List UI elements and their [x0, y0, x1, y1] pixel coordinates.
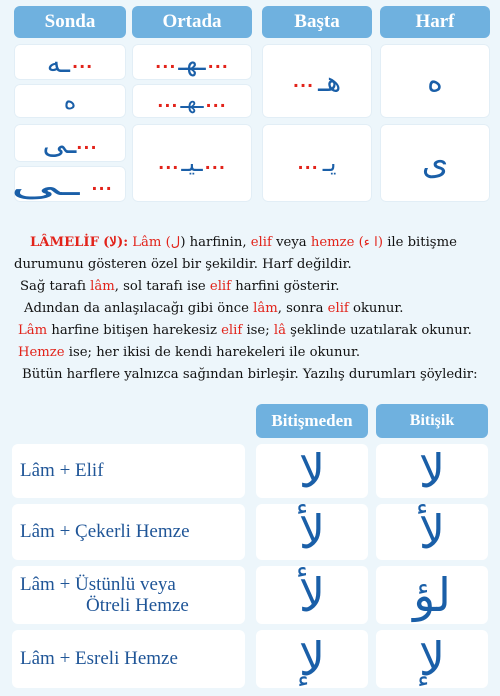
lamelif-joined: لإ — [376, 630, 488, 688]
cell-he-sonda-1 — [14, 44, 126, 80]
dots: ... — [76, 133, 98, 153]
arabic-letter: ه — [63, 87, 77, 115]
arabic-letter: ـه — [46, 45, 70, 79]
text-elif: elif — [250, 235, 272, 250]
lamelif-title-glyph: (لا): — [103, 235, 129, 250]
dots: ... — [204, 153, 226, 173]
text-hemze: hemze — [310, 235, 355, 250]
cell-ye-basta — [262, 124, 372, 202]
header-harf: Harf — [380, 6, 490, 38]
para-line-1 — [14, 232, 490, 254]
lamelif-separate: لإ — [256, 630, 368, 688]
header-bitisik: Bitişik — [376, 404, 488, 438]
text: Lâm (ل) harfinin, — [132, 235, 247, 250]
dots: ... — [207, 52, 229, 72]
lamelif-separate: لأ — [256, 566, 368, 624]
dots: ... — [155, 52, 177, 72]
lamelif-joined: لا — [376, 444, 488, 498]
cell-he-ortada-2 — [132, 84, 252, 118]
cell-he-basta — [262, 44, 372, 118]
cell-he-harf — [380, 44, 490, 118]
row-label-cekerli-hemze: Lâm + Çekerli Hemze — [12, 504, 245, 560]
dots: ... — [91, 174, 113, 194]
dots: ... — [205, 91, 227, 111]
para-line-2: durumunu gösteren özel bir şekildir. Harf değildir. — [14, 257, 352, 272]
row-label-line-2: Ötreli Hemze — [86, 595, 189, 616]
row-label-lam-elif: Lâm + Elif — [12, 444, 245, 498]
dots: ... — [157, 91, 179, 111]
lamelif-title: LÂMELİF — [30, 235, 99, 250]
arabic-letter: ـيـ — [181, 149, 203, 177]
para-line-4: Adından da anlaşılacağı gibi önce lâm, sonra elif okunur. — [24, 301, 404, 316]
dots: ... — [292, 71, 315, 91]
dots: ... — [158, 153, 180, 173]
arabic-letter: ـى — [11, 165, 80, 203]
arabic-letter: يـ — [322, 149, 337, 177]
dots: ... — [71, 52, 94, 72]
cell-ye-ortada — [132, 124, 252, 202]
header-basta: Başta — [262, 6, 372, 38]
text: veya — [276, 235, 307, 250]
header-sonda: Sonda — [14, 6, 126, 38]
lamelif-joined: لؤ — [376, 566, 488, 624]
row-label-esreli-hemze: Lâm + Esreli Hemze — [12, 630, 245, 688]
arabic-letter: ى — [421, 143, 449, 183]
lamelif-separate: لأ — [256, 504, 368, 560]
para-line-7: Bütün harflere yalnızca sağından birleşir. Yazılış durumları şöyledir: — [22, 367, 478, 382]
cell-ye-sonda-1 — [14, 124, 126, 162]
text: ile bitişme — [387, 235, 457, 250]
header-bitismeden: Bitişmeden — [256, 404, 368, 438]
para-line-3: Sağ tarafı lâm, sol tarafı ise elif harfini gösterir. — [20, 279, 340, 294]
header-ortada: Ortada — [132, 6, 252, 38]
cell-ye-sonda-2 — [11, 165, 126, 203]
arabic-letter: ـهـ — [180, 88, 204, 114]
arabic-letter: ـهـ — [178, 47, 206, 77]
lamelif-joined: لأ — [376, 504, 488, 560]
cell-ye-harf — [380, 124, 490, 202]
para-line-5: Lâm harfine bitişen harekesiz elif ise; lâ şeklinde uzatılarak okunur. — [18, 323, 472, 338]
text-glyph: (ا ء) — [358, 235, 383, 250]
lamelif-paragraph — [14, 232, 490, 386]
arabic-letter: هـ — [318, 64, 342, 98]
row-label-ustunlu-otreli-hemze — [12, 566, 245, 624]
dots: ... — [297, 153, 319, 173]
arabic-letter: ه — [427, 63, 443, 99]
para-line-6: Hemze ise; her ikisi de kendi harekeleri ile okunur. — [18, 345, 361, 360]
lamelif-separate: لا — [256, 444, 368, 498]
arabic-letter: ـى — [42, 125, 77, 161]
cell-he-ortada-1 — [132, 44, 252, 80]
cell-he-sonda-2 — [14, 84, 126, 118]
row-label-line-1: Lâm + Üstünlü veya — [20, 574, 176, 595]
